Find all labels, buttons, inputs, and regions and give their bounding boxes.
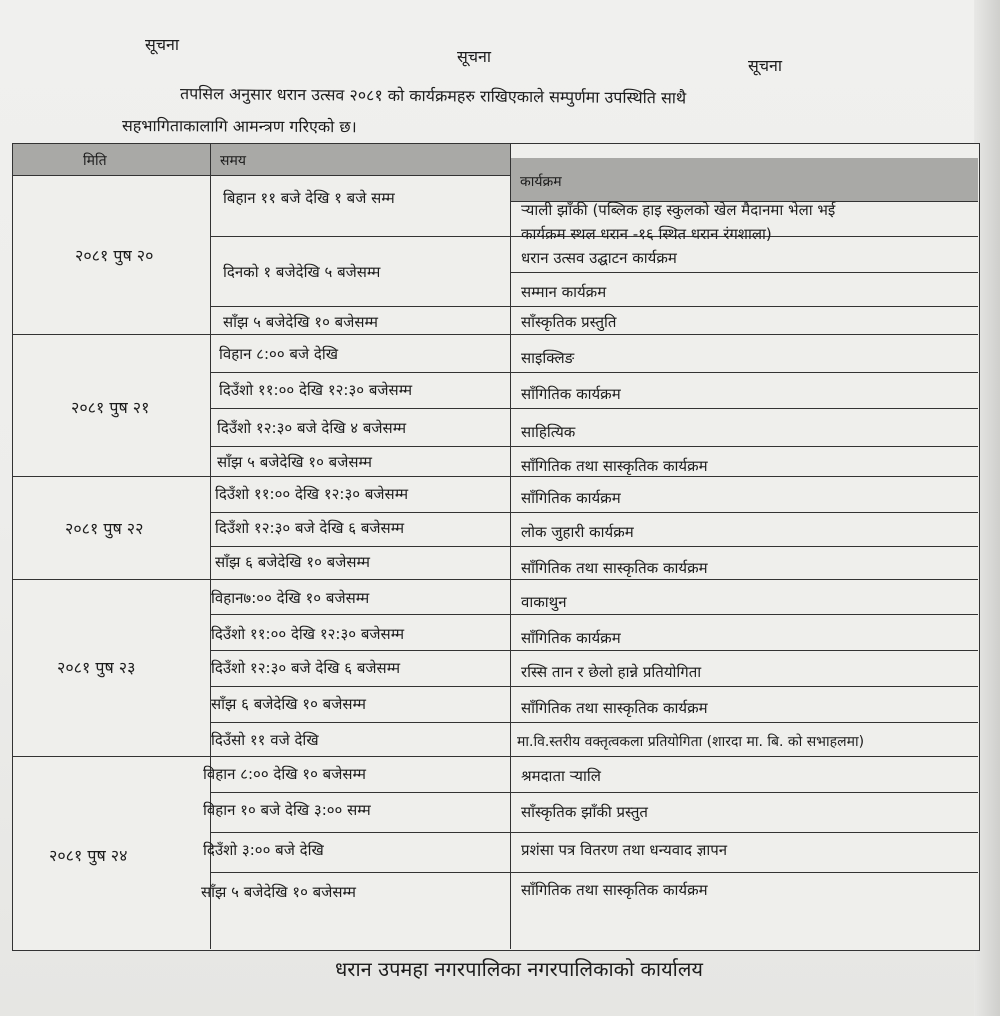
- schedule-table: [12, 143, 980, 951]
- program-cell: धरान उत्सव उद्घाटन कार्यक्रम: [521, 249, 677, 267]
- program-cell: वाकाथुन: [521, 593, 567, 611]
- program-cell: साँगितिक तथा सास्कृतिक कार्यक्रम: [521, 559, 708, 577]
- day-separator: [13, 476, 978, 477]
- time-cell: दिउँसो ११ वजे देखि: [211, 731, 319, 749]
- row-separator: [210, 872, 978, 873]
- program-cell: लोक जुहारी कार्यक्रम: [521, 523, 634, 541]
- row-separator: [210, 306, 978, 307]
- program-cell: प्रशंसा पत्र वितरण तथा धन्यवाद ज्ञापन: [521, 841, 728, 859]
- header-date: मिति: [13, 144, 210, 176]
- row-separator: [210, 832, 978, 833]
- time-cell: दिनको १ बजेदेखि ५ बजेसम्म: [223, 263, 381, 281]
- row-separator: [210, 614, 978, 615]
- date-cell: २०८१ पुष २१: [71, 398, 150, 417]
- date-cell: २०८१ पुष २४: [49, 846, 128, 865]
- row-separator: [210, 512, 978, 513]
- footer-office-name: धरान उपमहा नगरपालिका नगरपालिकाको कार्यालय: [335, 957, 704, 981]
- program-cell: सम्मान कार्यक्रम: [521, 283, 607, 301]
- date-cell: २०८१ पुष २३: [57, 658, 136, 677]
- time-cell: साँझ ५ बजेदेखि १० बजेसम्म: [217, 453, 372, 471]
- row-separator: [210, 372, 978, 373]
- time-cell: बिहान ११ बजे देखि १ बजे सम्म: [223, 189, 395, 207]
- date-cell: २०८१ पुष २२: [65, 519, 144, 538]
- intro-line-1: तपसिल अनुसार धरान उत्सव २०८१ को कार्यक्रमहरु राखिएकाले सम्पुर्णमा उपस्थिति साथै: [179, 84, 687, 108]
- row-separator: [210, 650, 978, 651]
- time-cell: साँझ ६ बजेदेखि १० बजेसम्म: [211, 695, 366, 713]
- program-cell: साँस्कृतिक प्रस्तुति: [521, 313, 617, 331]
- program-cell: साहित्यिक: [521, 423, 576, 441]
- program-cell: साँगितिक तथा सास्कृतिक कार्यक्रम: [521, 881, 708, 899]
- header-program: कार्यक्रम: [510, 158, 978, 202]
- time-cell: दिउँशो ३:०० बजे देखि: [203, 841, 324, 859]
- time-cell: दिउँशो ११:०० देखि १२:३० बजेसम्म: [211, 625, 405, 643]
- program-cell: र्‍याली झाँकी (पब्लिक हाइ स्कुलको खेल मैदानमा भेला भई: [521, 201, 836, 219]
- program-cell: रस्सि तान र छेलो हान्ने प्रतियोगिता: [521, 663, 702, 681]
- program-cell: कार्यक्रम स्थल धरान -१६ स्थित धरान रंगशाला): [521, 225, 772, 243]
- day-separator: [13, 334, 978, 335]
- row-separator: [210, 546, 978, 547]
- time-cell: दिउँशो १२:३० बजे देखि ६ बजेसम्म: [215, 519, 405, 537]
- time-cell: साँझ ५ बजेदेखि १० बजेसम्म: [223, 313, 378, 331]
- time-cell: साँझ ६ बजेदेखि १० बजेसम्म: [215, 553, 370, 571]
- program-cell: साँगितिक कार्यक्रम: [521, 489, 621, 507]
- date-cell: २०८१ पुष २०: [75, 246, 154, 265]
- program-cell: साँस्कृतिक झाँकी प्रस्तुत: [521, 803, 648, 821]
- program-cell: श्रमदाता र्‍यालि: [521, 767, 601, 785]
- row-separator: [210, 686, 978, 687]
- time-cell: विहान ८:०० देखि १० बजेसम्म: [203, 765, 366, 783]
- time-cell: विहान ८:०० बजे देखि: [219, 345, 338, 363]
- time-cell: दिउँशो १२:३० बजे देखि ४ बजेसम्म: [217, 419, 407, 437]
- row-separator: [210, 722, 978, 723]
- time-cell: विहान १० बजे देखि ३:०० सम्म: [203, 801, 371, 819]
- notice-heading-left: सूचना: [145, 35, 180, 54]
- notice-heading-right: सूचना: [748, 56, 783, 75]
- time-cell: विहान७:०० देखि १० बजेसम्म: [211, 589, 370, 607]
- row-separator: [210, 408, 978, 409]
- program-cell: साइक्लिङ: [521, 349, 575, 367]
- row-separator: [210, 792, 978, 793]
- row-separator: [510, 272, 978, 273]
- header-time: समय: [210, 144, 510, 176]
- time-cell: दिउँशो ११:०० देखि १२:३० बजेसम्म: [219, 381, 413, 399]
- program-cell: साँगितिक तथा सास्कृतिक कार्यक्रम: [521, 457, 708, 475]
- program-cell: साँगितिक तथा सास्कृतिक कार्यक्रम: [521, 699, 708, 717]
- day-separator: [13, 756, 978, 757]
- day-separator: [13, 579, 978, 580]
- program-cell: साँगितिक कार्यक्रम: [521, 385, 621, 403]
- program-cell: मा.वि.स्तरीय वक्तृत्वकला प्रतियोगिता (शारदा मा. बि. को सभाहलमा): [517, 734, 865, 750]
- row-separator: [210, 446, 978, 447]
- program-cell: साँगितिक कार्यक्रम: [521, 629, 621, 647]
- time-cell: दिउँशो १२:३० बजे देखि ६ बजेसम्म: [211, 659, 401, 677]
- time-cell: साँझ ५ बजेदेखि १० बजेसम्म: [201, 883, 356, 901]
- time-cell: दिउँशो ११:०० देखि १२:३० बजेसम्म: [215, 485, 409, 503]
- intro-line-2: सहभागिताकालागि आमन्त्रण गरिएको छ।: [121, 116, 357, 137]
- notice-heading-center: सूचना: [457, 47, 492, 66]
